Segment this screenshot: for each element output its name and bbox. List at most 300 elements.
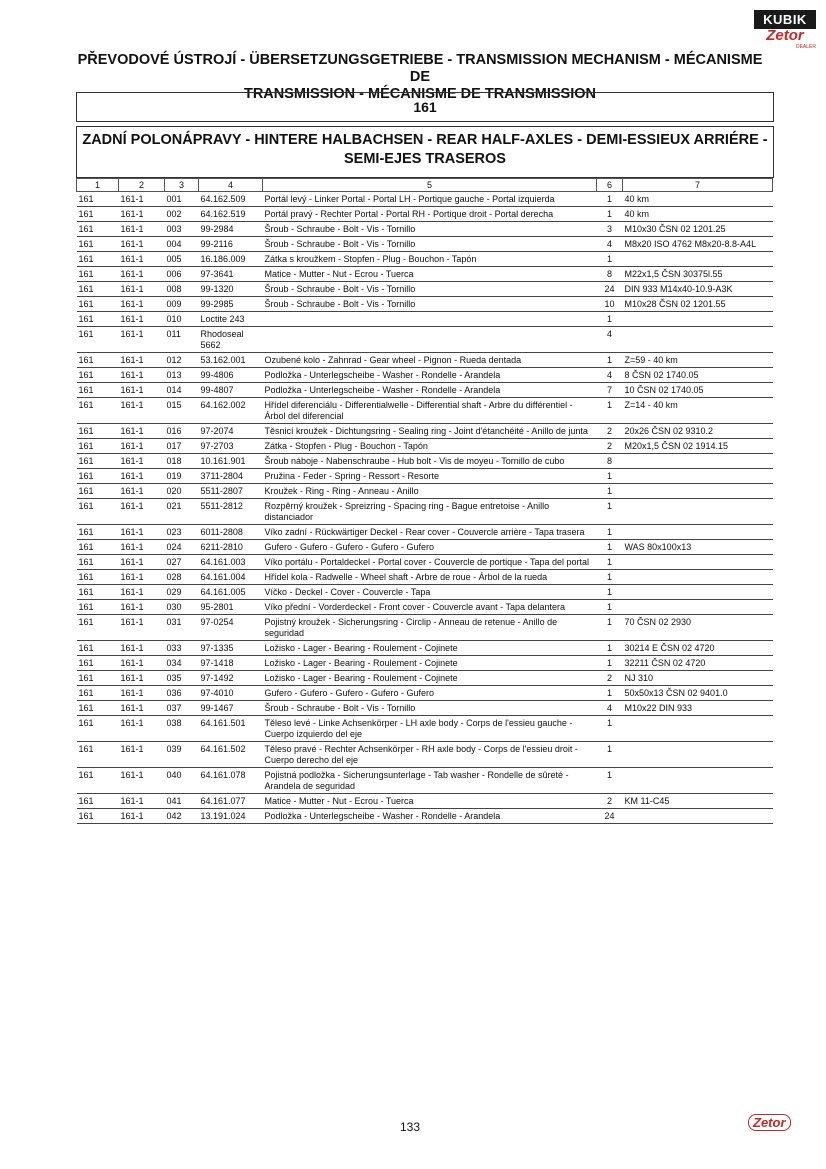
table-cell: 161-1 bbox=[119, 424, 165, 439]
table-cell: 97-2703 bbox=[199, 439, 263, 454]
table-row bbox=[77, 686, 773, 701]
table-cell: 95-2801 bbox=[199, 600, 263, 615]
table-cell: 011 bbox=[165, 327, 199, 353]
table-cell: 161 bbox=[77, 297, 119, 312]
table-cell: 13.191.024 bbox=[199, 809, 263, 824]
table-cell: 161-1 bbox=[119, 716, 165, 742]
table-cell: 161 bbox=[77, 600, 119, 615]
table-cell: 161-1 bbox=[119, 383, 165, 398]
table-cell: Hřídel diferenciálu - Differentialwelle - Differential shaft - Arbre du différentiel - Árbol del diferencial bbox=[263, 398, 597, 424]
table-cell: 97-1418 bbox=[199, 656, 263, 671]
table-cell: M20x1,5 ČSN 02 1914.15 bbox=[623, 439, 773, 454]
table-row bbox=[77, 809, 773, 824]
table-cell: 64.162.519 bbox=[199, 207, 263, 222]
table-cell: M10x28 ČSN 02 1201.55 bbox=[623, 297, 773, 312]
table-cell: Portál pravý - Rechter Portal - Portal RH - Portique droit - Portal derecha bbox=[263, 207, 597, 222]
table-row bbox=[77, 297, 773, 312]
table-cell: Pružina - Feder - Spring - Ressort - Resorte bbox=[263, 469, 597, 484]
table-cell: 1 bbox=[597, 525, 623, 540]
table-cell: 40 km bbox=[623, 192, 773, 207]
table-cell: 161 bbox=[77, 768, 119, 794]
table-cell: 161-1 bbox=[119, 368, 165, 383]
subtitle-line-2: SEMI-EJES TRASEROS bbox=[344, 151, 506, 167]
table-cell bbox=[623, 809, 773, 824]
table-cell: 40 km bbox=[623, 207, 773, 222]
table-cell: 1 bbox=[597, 600, 623, 615]
table-cell: 161-1 bbox=[119, 282, 165, 297]
table-cell: 20x26 ČSN 02 9310.2 bbox=[623, 424, 773, 439]
table-cell: 161 bbox=[77, 252, 119, 267]
table-cell: 1 bbox=[597, 469, 623, 484]
table-cell: 030 bbox=[165, 600, 199, 615]
table-cell bbox=[623, 768, 773, 794]
table-cell: Ozubené kolo - Zahnrad - Gear wheel - Pignon - Rueda dentada bbox=[263, 353, 597, 368]
table-row bbox=[77, 570, 773, 585]
table-cell: Gufero - Gufero - Gufero - Gufero - Gufero bbox=[263, 540, 597, 555]
table-cell: Šroub - Schraube - Bolt - Vis - Tornillo bbox=[263, 701, 597, 716]
footer-zetor-logo: Zetor bbox=[748, 1114, 791, 1131]
table-cell: 161-1 bbox=[119, 641, 165, 656]
column-header: 3 bbox=[165, 179, 199, 192]
table-cell bbox=[623, 499, 773, 525]
table-cell: 027 bbox=[165, 555, 199, 570]
table-cell: 1 bbox=[597, 252, 623, 267]
table-cell: 161 bbox=[77, 282, 119, 297]
table-cell: 30214 E ČSN 02 4720 bbox=[623, 641, 773, 656]
table-cell: 3711-2804 bbox=[199, 469, 263, 484]
table-row bbox=[77, 439, 773, 454]
table-cell: 1 bbox=[597, 686, 623, 701]
table-cell: 1 bbox=[597, 641, 623, 656]
table-cell: 161 bbox=[77, 794, 119, 809]
table-cell bbox=[263, 312, 597, 327]
table-cell bbox=[623, 716, 773, 742]
table-cell: 1 bbox=[597, 585, 623, 600]
table-cell: 97-0254 bbox=[199, 615, 263, 641]
table-row bbox=[77, 641, 773, 656]
table-cell: Rozpěrný kroužek - Spreizring - Spacing ring - Bague entretoise - Anillo distanciador bbox=[263, 499, 597, 525]
table-row bbox=[77, 383, 773, 398]
table-cell bbox=[623, 570, 773, 585]
table-cell: 53.162.001 bbox=[199, 353, 263, 368]
table-cell: 8 ČSN 02 1740.05 bbox=[623, 368, 773, 383]
table-cell: 161 bbox=[77, 424, 119, 439]
table-cell: 5511-2807 bbox=[199, 484, 263, 499]
table-cell: 031 bbox=[165, 615, 199, 641]
table-cell: WAS 80x100x13 bbox=[623, 540, 773, 555]
table-cell: 10.161.901 bbox=[199, 454, 263, 469]
table-cell: 161-1 bbox=[119, 701, 165, 716]
table-cell: 97-4010 bbox=[199, 686, 263, 701]
table-cell: Těleso levé - Linke Achsenkörper - LH axle body - Corps de l'essieu gauche - Cuerpo izquierdo del eje bbox=[263, 716, 597, 742]
table-cell: Šroub - Schraube - Bolt - Vis - Tornillo bbox=[263, 222, 597, 237]
table-cell: Z=14 - 40 km bbox=[623, 398, 773, 424]
column-header: 7 bbox=[623, 179, 773, 192]
table-cell: 161-1 bbox=[119, 686, 165, 701]
table-cell: 021 bbox=[165, 499, 199, 525]
table-row bbox=[77, 192, 773, 207]
table-cell: 161-1 bbox=[119, 525, 165, 540]
table-cell: 2 bbox=[597, 794, 623, 809]
table-cell: 70 ČSN 02 2930 bbox=[623, 615, 773, 641]
table-cell: 24 bbox=[597, 809, 623, 824]
table-cell: 161 bbox=[77, 656, 119, 671]
table-cell: 97-3641 bbox=[199, 267, 263, 282]
table-cell: Víko zadní - Rückwärtiger Deckel - Rear cover - Couvercle arrière - Tapa trasera bbox=[263, 525, 597, 540]
title-line-1: PŘEVODOVÉ ÚSTROJÍ - ÜBERSETZUNGSGETRIEBE - TRANSMISSION MECHANISM - MÉCANISME DE bbox=[77, 52, 763, 85]
table-cell: 161 bbox=[77, 327, 119, 353]
table-cell: Loctite 243 bbox=[199, 312, 263, 327]
table-cell: 161-1 bbox=[119, 615, 165, 641]
table-cell: 64.161.501 bbox=[199, 716, 263, 742]
table-cell: 50x50x13 ČSN 02 9401.0 bbox=[623, 686, 773, 701]
table-cell: 001 bbox=[165, 192, 199, 207]
table-cell: Pojistná podložka - Sicherungsunterlage - Tab washer - Rondelle de sûreté - Arandela de seguridad bbox=[263, 768, 597, 794]
table-cell: 161-1 bbox=[119, 454, 165, 469]
table-cell: 003 bbox=[165, 222, 199, 237]
table-row bbox=[77, 398, 773, 424]
table-cell: 161-1 bbox=[119, 312, 165, 327]
table-cell: 004 bbox=[165, 237, 199, 252]
table-cell: 009 bbox=[165, 297, 199, 312]
table-header-row bbox=[77, 179, 773, 192]
table-cell: 161-1 bbox=[119, 469, 165, 484]
table-cell: M22x1,5 ČSN 30375l.55 bbox=[623, 267, 773, 282]
table-cell: 161 bbox=[77, 671, 119, 686]
table-cell: 161 bbox=[77, 398, 119, 424]
table-cell: 002 bbox=[165, 207, 199, 222]
table-cell: Podložka - Unterlegscheibe - Washer - Rondelle - Arandela bbox=[263, 383, 597, 398]
column-header: 6 bbox=[597, 179, 623, 192]
table-cell: 161-1 bbox=[119, 327, 165, 353]
table-cell: 014 bbox=[165, 383, 199, 398]
table-cell: M8x20 ISO 4762 M8x20-8.8-A4L bbox=[623, 237, 773, 252]
table-cell: 99-4806 bbox=[199, 368, 263, 383]
table-cell: 161 bbox=[77, 570, 119, 585]
table-cell: 036 bbox=[165, 686, 199, 701]
table-cell: 64.161.078 bbox=[199, 768, 263, 794]
table-cell: 018 bbox=[165, 454, 199, 469]
table-cell: 161 bbox=[77, 237, 119, 252]
table-cell: Ložisko - Lager - Bearing - Roulement - Cojinete bbox=[263, 656, 597, 671]
table-cell: 24 bbox=[597, 282, 623, 297]
section-number: 161 bbox=[413, 99, 437, 115]
table-cell: 012 bbox=[165, 353, 199, 368]
table-cell: 1 bbox=[597, 192, 623, 207]
table-cell: 161-1 bbox=[119, 252, 165, 267]
table-cell: Šroub - Schraube - Bolt - Vis - Tornillo bbox=[263, 282, 597, 297]
table-cell: 161-1 bbox=[119, 585, 165, 600]
table-cell: 161 bbox=[77, 439, 119, 454]
table-cell: 6011-2808 bbox=[199, 525, 263, 540]
table-cell: 161-1 bbox=[119, 297, 165, 312]
table-cell: 013 bbox=[165, 368, 199, 383]
table-cell: 161-1 bbox=[119, 809, 165, 824]
table-cell: 161 bbox=[77, 716, 119, 742]
table-cell: Z=59 - 40 km bbox=[623, 353, 773, 368]
table-cell: Podložka - Unterlegscheibe - Washer - Rondelle - Arandela bbox=[263, 809, 597, 824]
table-cell: 042 bbox=[165, 809, 199, 824]
table-cell: 161-1 bbox=[119, 656, 165, 671]
table-cell: 161-1 bbox=[119, 267, 165, 282]
table-row bbox=[77, 327, 773, 353]
table-cell: 99-2985 bbox=[199, 297, 263, 312]
table-cell: 1 bbox=[597, 540, 623, 555]
table-cell: 161-1 bbox=[119, 794, 165, 809]
table-cell: 4 bbox=[597, 701, 623, 716]
parts-table-body bbox=[77, 192, 773, 824]
table-cell: 99-1320 bbox=[199, 282, 263, 297]
table-row bbox=[77, 499, 773, 525]
table-cell: 020 bbox=[165, 484, 199, 499]
table-row bbox=[77, 469, 773, 484]
table-row bbox=[77, 282, 773, 297]
table-cell: 005 bbox=[165, 252, 199, 267]
table-cell: Víčko - Deckel - Cover - Couvercle - Tapa bbox=[263, 585, 597, 600]
table-cell: Matice - Mutter - Nut - Ecrou - Tuerca bbox=[263, 794, 597, 809]
table-cell: 1 bbox=[597, 555, 623, 570]
table-cell: 024 bbox=[165, 540, 199, 555]
table-row bbox=[77, 454, 773, 469]
table-cell: 8 bbox=[597, 267, 623, 282]
table-cell bbox=[623, 252, 773, 267]
table-cell: 161 bbox=[77, 615, 119, 641]
table-cell: 6211-2810 bbox=[199, 540, 263, 555]
table-row bbox=[77, 237, 773, 252]
subtitle bbox=[77, 127, 773, 169]
table-cell: Matice - Mutter - Nut - Ecrou - Tuerca bbox=[263, 267, 597, 282]
table-cell: 161 bbox=[77, 192, 119, 207]
table-cell: KM 11-C45 bbox=[623, 794, 773, 809]
table-cell: 1 bbox=[597, 656, 623, 671]
table-row bbox=[77, 424, 773, 439]
table-cell: 161 bbox=[77, 207, 119, 222]
table-cell: 161 bbox=[77, 454, 119, 469]
table-cell: 161-1 bbox=[119, 192, 165, 207]
table-cell: 008 bbox=[165, 282, 199, 297]
table-cell: 32211 ČSN 02 4720 bbox=[623, 656, 773, 671]
table-row bbox=[77, 600, 773, 615]
table-row bbox=[77, 671, 773, 686]
table-cell: 010 bbox=[165, 312, 199, 327]
table-cell: 023 bbox=[165, 525, 199, 540]
table-cell: 1 bbox=[597, 499, 623, 525]
table-cell: 161 bbox=[77, 222, 119, 237]
logo-zetor: Zetor bbox=[766, 27, 804, 44]
table-cell bbox=[623, 555, 773, 570]
page-number: 133 bbox=[400, 1120, 421, 1134]
table-cell: Šroub náboje - Nabenschraube - Hub bolt - Vis de moyeu - Tornillo de cubo bbox=[263, 454, 597, 469]
table-cell: 161 bbox=[77, 484, 119, 499]
subtitle-line-1: ZADNÍ POLONÁPRAVY - HINTERE HALBACHSEN - REAR HALF-AXLES - DEMI-ESSIEUX ARRIÉRE - bbox=[82, 132, 768, 148]
table-cell: 037 bbox=[165, 701, 199, 716]
table-cell bbox=[623, 585, 773, 600]
table-cell: 015 bbox=[165, 398, 199, 424]
table-cell: 4 bbox=[597, 237, 623, 252]
table-cell: 2 bbox=[597, 439, 623, 454]
table-cell: Těsnicí kroužek - Dichtungsring - Sealing ring - Joint d'étanchéité - Anillo de junta bbox=[263, 424, 597, 439]
table-cell: 161 bbox=[77, 383, 119, 398]
table-cell: 8 bbox=[597, 454, 623, 469]
table-cell: NJ 310 bbox=[623, 671, 773, 686]
title-line-2: TRANSMISSION - MÉCANISME DE TRANSMISSION bbox=[243, 86, 597, 102]
table-cell: 161 bbox=[77, 312, 119, 327]
table-cell bbox=[623, 742, 773, 768]
table-cell: Gufero - Gufero - Gufero - Gufero - Gufero bbox=[263, 686, 597, 701]
table-cell: 97-1492 bbox=[199, 671, 263, 686]
column-header: 4 bbox=[199, 179, 263, 192]
table-cell: 99-4807 bbox=[199, 383, 263, 398]
logo-brand: KUBIK bbox=[754, 10, 816, 29]
table-cell: 4 bbox=[597, 368, 623, 383]
table-row bbox=[77, 525, 773, 540]
table-cell: Kroužek - Ring - Ring - Anneau - Anillo bbox=[263, 484, 597, 499]
table-cell: Ložisko - Lager - Bearing - Roulement - Cojinete bbox=[263, 641, 597, 656]
table-cell: 2 bbox=[597, 671, 623, 686]
table-cell: 1 bbox=[597, 570, 623, 585]
table-row bbox=[77, 701, 773, 716]
table-cell: 161 bbox=[77, 742, 119, 768]
table-cell: 64.161.502 bbox=[199, 742, 263, 768]
table-cell bbox=[623, 312, 773, 327]
table-cell: 034 bbox=[165, 656, 199, 671]
table-cell: Pojistný kroužek - Sicherungsring - Circlip - Anneau de retenue - Anillo de seguridad bbox=[263, 615, 597, 641]
table-cell: 161-1 bbox=[119, 540, 165, 555]
table-cell: 1 bbox=[597, 207, 623, 222]
table-cell: 7 bbox=[597, 383, 623, 398]
table-row bbox=[77, 267, 773, 282]
table-row bbox=[77, 742, 773, 768]
table-cell: Šroub - Schraube - Bolt - Vis - Tornillo bbox=[263, 297, 597, 312]
table-cell bbox=[263, 327, 597, 353]
table-cell: 161 bbox=[77, 469, 119, 484]
table-cell: 1 bbox=[597, 398, 623, 424]
table-cell: 97-2074 bbox=[199, 424, 263, 439]
table-cell: 016 bbox=[165, 424, 199, 439]
table-row bbox=[77, 368, 773, 383]
table-cell: 64.162.509 bbox=[199, 192, 263, 207]
table-cell: 039 bbox=[165, 742, 199, 768]
table-cell: 161 bbox=[77, 353, 119, 368]
table-cell: Zátka s kroužkem - Stopfen - Plug - Bouchon - Tapón bbox=[263, 252, 597, 267]
table-cell: 2 bbox=[597, 424, 623, 439]
table-cell: 161-1 bbox=[119, 570, 165, 585]
table-row bbox=[77, 312, 773, 327]
table-row bbox=[77, 794, 773, 809]
table-cell bbox=[623, 600, 773, 615]
table-row bbox=[77, 222, 773, 237]
table-cell: 038 bbox=[165, 716, 199, 742]
table-cell: 161 bbox=[77, 540, 119, 555]
table-cell: M10x22 DIN 933 bbox=[623, 701, 773, 716]
table-cell: Hřídel kola - Radwelle - Wheel shaft - Arbre de roue - Árbol de la rueda bbox=[263, 570, 597, 585]
table-cell: 161-1 bbox=[119, 484, 165, 499]
table-cell: Ložisko - Lager - Bearing - Roulement - Cojinete bbox=[263, 671, 597, 686]
column-header: 2 bbox=[119, 179, 165, 192]
table-cell: Víko přední - Vorderdeckel - Front cover - Couvercle avant - Tapa delantera bbox=[263, 600, 597, 615]
table-cell: Těleso pravé - Rechter Achsenkörper - RH axle body - Corps de l'essieu droit - Cuerpo derecho del eje bbox=[263, 742, 597, 768]
table-cell: 161 bbox=[77, 499, 119, 525]
table-cell: 161 bbox=[77, 641, 119, 656]
table-cell: Podložka - Unterlegscheibe - Washer - Rondelle - Arandela bbox=[263, 368, 597, 383]
table-row bbox=[77, 207, 773, 222]
table-cell bbox=[623, 525, 773, 540]
table-cell: 1 bbox=[597, 742, 623, 768]
table-cell: 99-2984 bbox=[199, 222, 263, 237]
subtitle-box bbox=[76, 126, 774, 178]
parts-table bbox=[76, 178, 773, 824]
table-cell: 4 bbox=[597, 327, 623, 353]
table-cell bbox=[623, 469, 773, 484]
table-cell: 161 bbox=[77, 267, 119, 282]
table-cell: 1 bbox=[597, 615, 623, 641]
table-row bbox=[77, 540, 773, 555]
table-cell bbox=[623, 484, 773, 499]
table-cell: 028 bbox=[165, 570, 199, 585]
table-cell: 161-1 bbox=[119, 439, 165, 454]
table-cell: Víko portálu - Portaldeckel - Portal cover - Couvercle de portique - Tapa del portal bbox=[263, 555, 597, 570]
table-cell: 10 ČSN 02 1740.05 bbox=[623, 383, 773, 398]
table-cell: 029 bbox=[165, 585, 199, 600]
table-row bbox=[77, 252, 773, 267]
table-row bbox=[77, 585, 773, 600]
table-cell: 161-1 bbox=[119, 742, 165, 768]
table-cell bbox=[623, 454, 773, 469]
table-row bbox=[77, 716, 773, 742]
table-cell: 1 bbox=[597, 312, 623, 327]
table-cell: 161-1 bbox=[119, 600, 165, 615]
table-cell: 161-1 bbox=[119, 237, 165, 252]
table-cell: 161-1 bbox=[119, 353, 165, 368]
logo-dealer: DEALER bbox=[795, 44, 816, 50]
table-cell: 161-1 bbox=[119, 222, 165, 237]
table-cell: 019 bbox=[165, 469, 199, 484]
table-row bbox=[77, 484, 773, 499]
table-cell: Zátka - Stopfen - Plug - Bouchon - Tapón bbox=[263, 439, 597, 454]
table-cell: 161-1 bbox=[119, 207, 165, 222]
table-cell: 041 bbox=[165, 794, 199, 809]
table-cell: 161 bbox=[77, 701, 119, 716]
table-cell: 64.161.004 bbox=[199, 570, 263, 585]
table-cell: 64.161.005 bbox=[199, 585, 263, 600]
table-cell: 97-1335 bbox=[199, 641, 263, 656]
table-cell: 99-1467 bbox=[199, 701, 263, 716]
table-cell: Rhodoseal 5662 bbox=[199, 327, 263, 353]
table-row bbox=[77, 656, 773, 671]
table-cell: 161 bbox=[77, 585, 119, 600]
table-row bbox=[77, 353, 773, 368]
table-cell: 161 bbox=[77, 809, 119, 824]
table-cell: 161-1 bbox=[119, 398, 165, 424]
table-cell bbox=[623, 327, 773, 353]
table-cell: 64.161.077 bbox=[199, 794, 263, 809]
table-row bbox=[77, 768, 773, 794]
table-cell: Šroub - Schraube - Bolt - Vis - Tornillo bbox=[263, 237, 597, 252]
table-cell: 3 bbox=[597, 222, 623, 237]
table-cell: 006 bbox=[165, 267, 199, 282]
column-header: 5 bbox=[263, 179, 597, 192]
table-cell: 161 bbox=[77, 555, 119, 570]
table-cell: 10 bbox=[597, 297, 623, 312]
table-cell: 99-2116 bbox=[199, 237, 263, 252]
table-row bbox=[77, 555, 773, 570]
table-cell: M10x30 ČSN 02 1201.25 bbox=[623, 222, 773, 237]
table-cell: 1 bbox=[597, 353, 623, 368]
kubik-zetor-logo bbox=[754, 10, 816, 50]
table-cell: 040 bbox=[165, 768, 199, 794]
table-cell: 5511-2812 bbox=[199, 499, 263, 525]
section-box bbox=[76, 92, 774, 122]
